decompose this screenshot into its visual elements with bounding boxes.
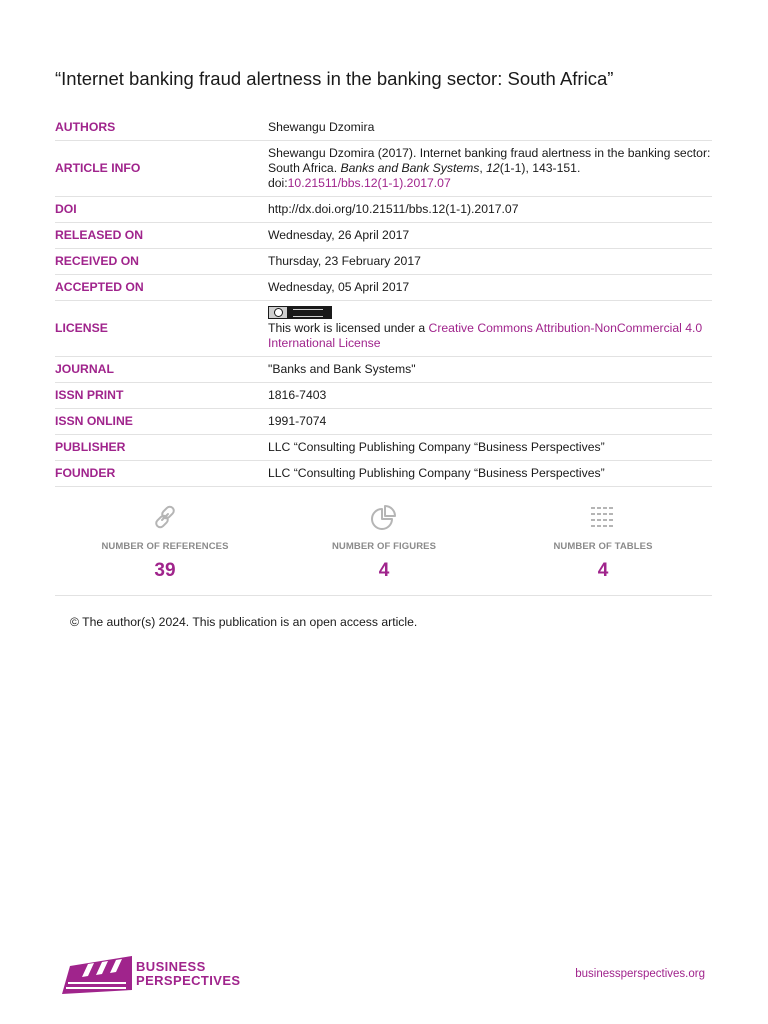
stat-tables (493, 500, 713, 582)
references-count: 39 (154, 560, 176, 581)
article-info-value (268, 146, 712, 191)
publisher-logo[interactable] (62, 956, 262, 996)
article-stats (55, 500, 712, 596)
row-journal (55, 357, 712, 383)
row-issn-print (55, 383, 712, 409)
citation-journal: Banks and Bank Systems (340, 161, 480, 175)
accepted-on-label: ACCEPTED ON (55, 280, 144, 294)
issn-online-value: 1991-7074 (268, 414, 327, 428)
tables-label: NUMBER OF TABLES (553, 541, 653, 552)
brand-line-2: PERSPECTIVES (136, 973, 241, 988)
row-received-on (55, 249, 712, 275)
received-on-label: RECEIVED ON (55, 254, 139, 268)
figures-count: 4 (378, 560, 390, 581)
publisher-label: PUBLISHER (55, 440, 126, 454)
metadata-table (55, 115, 712, 487)
license-label: LICENSE (55, 321, 108, 335)
figures-label: NUMBER OF FIGURES (331, 541, 437, 552)
article-title: “Internet banking fraud alertness in the banking sector: South Africa” (55, 68, 614, 89)
authors-label: AUTHORS (55, 120, 116, 134)
citation-doi-link[interactable]: 10.21511/bbs.12(1-1).2017.07 (287, 176, 451, 190)
row-publisher (55, 435, 712, 461)
article-info-label: ARTICLE INFO (55, 161, 141, 175)
row-authors (55, 115, 712, 141)
references-label: NUMBER OF REFERENCES (101, 541, 229, 552)
authors-value: Shewangu Dzomira (268, 120, 375, 134)
stat-figures (274, 500, 494, 582)
row-license (55, 301, 712, 357)
citation-text: Shewangu Dzomira (2017). Internet banking fraud alertness in the banking sector: South Africa. (268, 146, 711, 175)
row-article-info (55, 141, 712, 197)
row-doi (55, 197, 712, 223)
publisher-website-link[interactable]: businessperspectives.org (575, 968, 705, 980)
citation-volume: 12 (486, 161, 500, 175)
journal-value: "Banks and Bank Systems" (268, 362, 416, 376)
publisher-brand-name (136, 960, 241, 988)
license-text: This work is licensed under a (268, 321, 429, 335)
row-issn-online (55, 409, 712, 435)
doi-value[interactable]: http://dx.doi.org/10.21511/bbs.12(1-1).2017.07 (268, 202, 519, 216)
citation-sep: , (479, 161, 487, 175)
row-founder (55, 461, 712, 487)
copyright-notice: © The author(s) 2024. This publication is an open access article. (70, 615, 418, 629)
cc-license-badge-icon[interactable] (268, 306, 332, 319)
row-released-on (55, 223, 712, 249)
founder-value: LLC “Consulting Publishing Company “Business Perspectives” (268, 466, 605, 480)
tables-count: 4 (597, 560, 609, 581)
license-value (268, 306, 712, 351)
accepted-on-value: Wednesday, 05 April 2017 (268, 280, 410, 294)
table-icon (589, 503, 617, 531)
business-perspectives-logo-icon (62, 956, 132, 994)
received-on-value: Thursday, 23 February 2017 (268, 254, 421, 268)
stat-references (55, 500, 275, 582)
license-link[interactable]: Creative Commons Attribution-NonCommercial 4.0 International License (268, 321, 703, 350)
journal-label: JOURNAL (55, 362, 114, 376)
link-icon (151, 503, 179, 531)
issn-online-label: ISSN ONLINE (55, 414, 133, 428)
citation-doi-prefix: doi: (268, 176, 288, 190)
row-accepted-on (55, 275, 712, 301)
founder-label: FOUNDER (55, 466, 116, 480)
pie-chart-icon (370, 503, 398, 531)
brand-line-1: BUSINESS (136, 959, 206, 974)
released-on-label: RELEASED ON (55, 228, 144, 242)
issn-print-label: ISSN PRINT (55, 388, 124, 402)
doi-label: DOI (55, 202, 77, 216)
publisher-value: LLC “Consulting Publishing Company “Business Perspectives” (268, 440, 605, 454)
issn-print-value: 1816-7403 (268, 388, 327, 402)
released-on-value: Wednesday, 26 April 2017 (268, 228, 410, 242)
citation-pages: (1-1), 143-151. (499, 161, 581, 175)
